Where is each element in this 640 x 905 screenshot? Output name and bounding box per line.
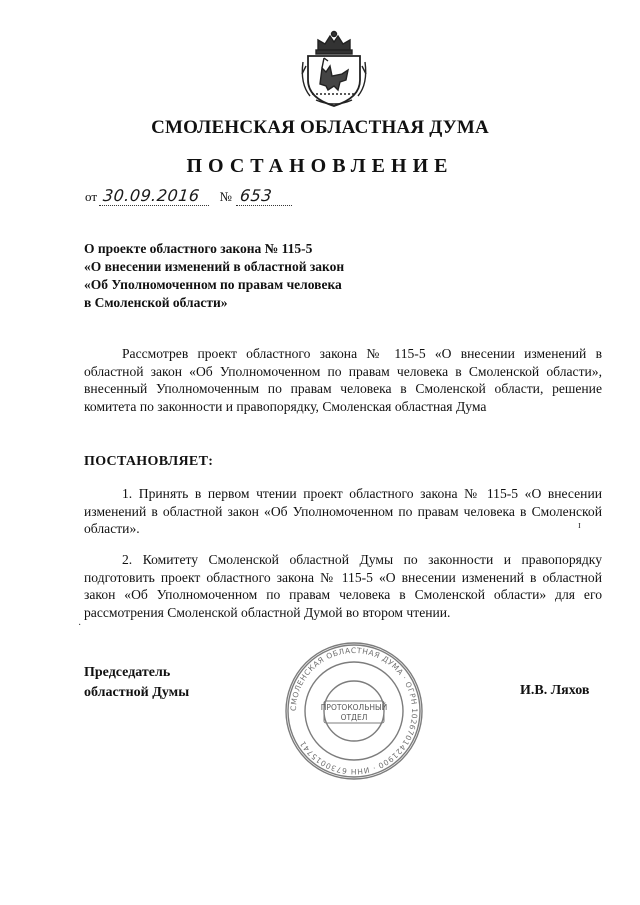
scan-mark: ɪ <box>578 520 581 531</box>
document-type-title: ПОСТАНОВЛЕНИЕ <box>186 155 454 177</box>
official-stamp <box>283 640 425 782</box>
subject-line: в Смоленской области» <box>84 295 228 310</box>
coat-of-arms-icon <box>298 28 370 110</box>
number-label: № <box>219 189 232 204</box>
decision-item-2 <box>84 551 602 621</box>
subject-line: О проекте областного закона № 115-5 <box>84 241 313 256</box>
signatory-position-line: Председатель <box>84 665 171 680</box>
stamp-outer-text: СМОЛЕНСКАЯ ОБЛАСТНАЯ ДУМА · ОГРН 1026701421900 · ИНН 6730015741 <box>288 645 420 777</box>
stamp-center-line1: ПРОТОКОЛЬНЫЙ <box>320 703 388 712</box>
preamble-text: Рассмотрев проект областного закона № 115-5 «О внесении изменений в областной закон «Об Уполномоченном по правам человека в Смоленской области», внесенный Уполномоченным по правам человека в Смоленской области, решение комитета по законности и правопорядку, Смоленская областная Дума <box>84 346 602 414</box>
date-prefix: от <box>85 189 98 204</box>
organization-title: СМОЛЕНСКАЯ ОБЛАСТНАЯ ДУМА <box>151 117 489 138</box>
handwritten-number: 653 <box>236 186 294 206</box>
decision-item-text: 2. Комитету Смоленской областной Думы по законности и правопорядку подготовить проект областного закона № 115-5 «О внесении изменений в областной закон «Об Уполномоченном по правам человека в Смоленской области» для его рассмотрения Смоленской областной Думой во втором чтении. <box>84 552 602 620</box>
subject-line: «Об Уполномоченном по правам человека <box>84 277 342 292</box>
decree-heading: ПОСТАНОВЛЯЕТ: <box>84 454 214 469</box>
signatory-name: И.В. Ляхов <box>520 683 590 698</box>
document-subject <box>84 240 404 312</box>
scan-mark: · <box>78 620 82 631</box>
decision-item-1 <box>84 485 602 538</box>
stamp-center-line2: ОТДЕЛ <box>340 713 368 722</box>
decision-item-text: 1. Принять в первом чтении проект областного закона № 115-5 «О внесении изменений в областной закон «Об Уполномоченном по правам человека в Смоленской области». <box>84 486 602 537</box>
signatory-position <box>84 663 189 703</box>
subject-line: «О внесении изменений в областной закон <box>84 259 345 274</box>
date-number-line <box>85 186 293 206</box>
preamble-paragraph <box>84 345 602 415</box>
signatory-position-line: областной Думы <box>84 685 190 700</box>
handwritten-date: 30.09.2016 <box>99 186 211 206</box>
